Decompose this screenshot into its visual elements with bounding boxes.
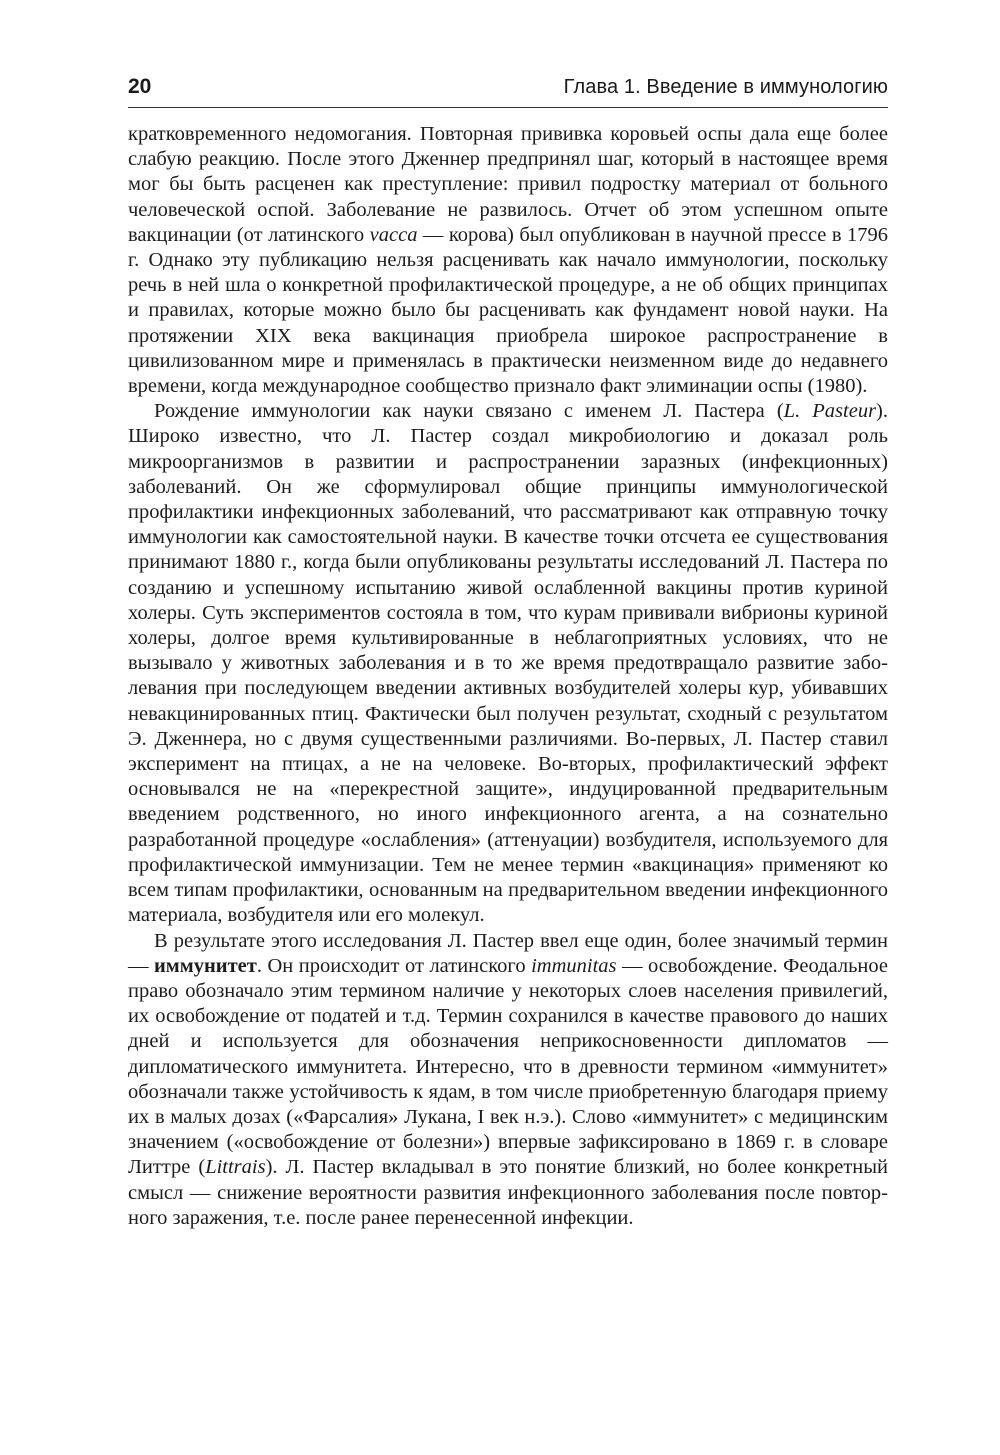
text-run: . Он происходит от латинского	[256, 954, 532, 977]
chapter-title: Глава 1. Введение в иммунологию	[563, 76, 888, 98]
italic-term: L. Pasteur	[783, 400, 877, 423]
paragraph	[128, 122, 888, 399]
text-run: ). Л. Пастер вкладывал в это понятие близкий, но более конкретный смысл — снижение вероятности развития инфекционного заболевания после повторного заражения, т.е. после ранее перенесенной инфекции.	[128, 1156, 889, 1229]
text-run: Рождение иммунологии как науки связано с именем Л. Пастера (	[154, 400, 784, 423]
italic-term: Littrais	[205, 1156, 266, 1179]
text-run: — корова) был опубликован в научной прессе в 1796 г. Однако эту публикацию нельзя расценивать как начало иммунологии, поскольку речь в ней шла о конкретной профилактической процедуре, а не об общих принципах и правилах, которые можно было бы расценивать как фундамент новой науки. На протяжении XIX века вакцинация приобрела широкое распространение в цивилизованном мире и применялась в практически неизменном виде до недавнего времени, когда международное сообщество признало факт элиминации оспы (1980).	[128, 223, 888, 398]
bold-term: иммунитет	[154, 954, 257, 977]
text-run: В результате этого исследования Л. Пастер ввел еще один, более значимый термин —	[128, 929, 888, 977]
book-page	[128, 70, 888, 1231]
paragraph	[128, 399, 888, 928]
paragraph	[128, 929, 888, 1231]
body-text	[128, 122, 888, 1231]
page-number: 20	[128, 75, 152, 98]
running-header	[128, 70, 888, 108]
text-run: ). Широко известно, что Л. Пастер создал микробиологию и доказал роль микроорганизмов в развитии и распространении заразных (инфекционных) заболеваний. Он же сформулировал общие принципы иммунологической профилактики инфекционных заболеваний, что рассматривают как отправную точку иммунологии как самостоятельной науки. В качестве точки отсчета ее существования принимают 1880 г., когда были опубликованы результаты исследований Л. Пастера по созданию и успешному испытанию живой ослабленной вакцины против куриной холеры. Суть экспериментов состояла в том, что курам прививали вибрионы куриной холеры, долгое время культивированные в неблагоприятных условиях, что не вызывало у животных заболевания и в то же время предотвращало развитие заболевания при последующем введении активных возбудителей холеры кур, убивавших невакцинированных птиц. Фактически был получен результат, сходный с результатом Э. Дженнера, но с двумя существенными различиями. Во-первых, Л. Пастер ставил эксперимент на птицах, а не на человеке. Во-вторых, профилактический эффект основывался не на «перекрестной защите», индуцированной предварительным введением родственного, но иного инфекционного агента, а на сознательно разработанной процедуре «ослабления» (аттенуации) возбудителя, используемого для профилактической иммунизации. Тем не менее термин «вакцинация» применяют ко всем типам профилактики, основанным на предварительном введении инфекционного материала, возбудителя или его молекул.	[128, 400, 888, 927]
text-run: кратковременного недомогания. Повторная прививка коровьей оспы дала еще более слабую реакцию. После этого Дженнер предпринял шаг, который в настоящее время мог бы быть расценен как преступление: привил подростку материал от больного человеческой оспой. Заболевание не развилось. Отчет об этом успешном опыте вакцинации (от латинского	[128, 123, 888, 246]
italic-term: immunitas	[531, 954, 617, 977]
text-run: — освобождение. Феодальное право обозначало этим термином наличие у некоторых слоев населения привилегий, их освобождение от податей и т.д. Термин сохранился в качестве правового до наших дней и используется для обозначения неприкосновенности дипломатов — дипломатического иммунитета. Интересно, что в древности термином «иммунитет» обозначали также устойчивость к ядам, в том числе приобретенную благодаря приему их в малых дозах («Фарсалия» Лукана, I век н.э.). Слово «иммунитет» с медицинским значением («освобождение от болезни») впервые зафиксировано в 1869 г. в словаре Литтре (	[128, 954, 888, 1179]
italic-term: vacca	[369, 223, 418, 246]
